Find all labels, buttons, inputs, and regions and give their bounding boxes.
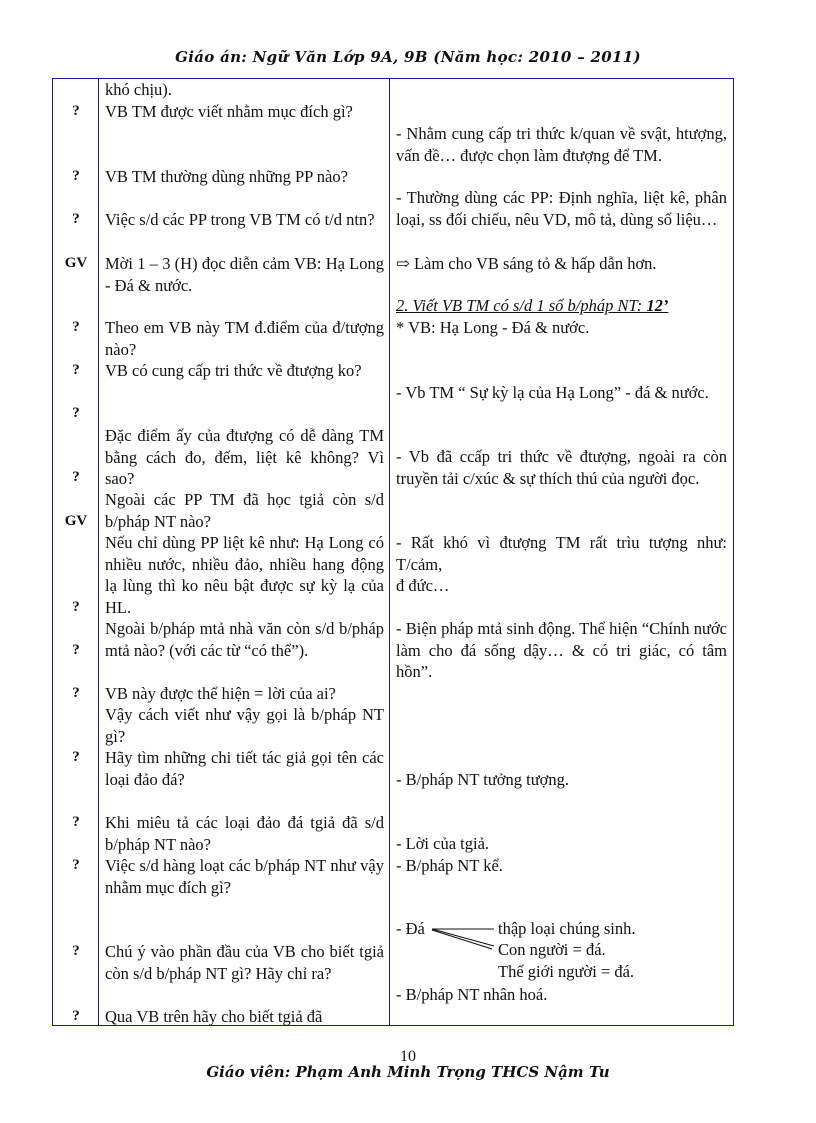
question-mark: ? (72, 685, 80, 701)
answer-text: ⇨ Làm cho VB sáng tỏ & hấp dẫn hơn. (396, 254, 657, 273)
question-mark: ? (72, 211, 80, 227)
answer-text: - B/pháp NT kể. (396, 856, 503, 875)
question-mark: ? (72, 857, 80, 873)
section-heading: 2. Viết VB TM có s/d 1 số b/pháp NT: 12’ (396, 296, 669, 315)
question-mark: ? (72, 168, 80, 184)
column-divider-1 (98, 78, 99, 1026)
answer-text: - Thường dùng các PP: Định nghĩa, liệt kê, phân loại, ss đối chiếu, nêu VD, mô tả, dùng số liệu… (396, 188, 727, 229)
answer-text: - Rất khó vì đtượng TM rất trìu tượng như: T/cảm, (396, 533, 727, 574)
question-mark: ? (72, 943, 80, 959)
question-mark: ? (72, 405, 80, 421)
answer-text: - B/pháp NT tưởng tượng. (396, 770, 569, 789)
question-text: khó chịu). (105, 80, 172, 99)
da-branch-label: Thế giới người = đá. (498, 962, 635, 981)
answer-text: * VB: Hạ Long - Đá & nước. (396, 318, 590, 337)
question-mark: ? (72, 814, 80, 830)
question-text: Khi miêu tả các loại đảo đá tgiả đã s/d b/pháp NT nào? (105, 813, 384, 854)
question-text: Việc s/d các PP trong VB TM có t/d ntn? (105, 210, 375, 229)
answer-text: - B/pháp NT nhân hoá. (396, 985, 548, 1004)
question-mark: ? (72, 642, 80, 658)
teacher-mark: GV (64, 255, 88, 271)
question-text: Ngoài b/pháp mtả nhà văn còn s/d b/pháp mtả nào? (với các từ “có thể”). (105, 619, 384, 660)
question-text: Chú ý vào phần đầu của VB cho biết tgiả còn s/d b/pháp NT gì? Hãy chỉ ra? (105, 942, 384, 983)
answer-text: - Vb TM “ Sự kỳ lạ của Hạ Long” - đá & nước. (396, 383, 709, 402)
da-branch-diagram (396, 918, 727, 988)
question-text: Ngoài các PP TM đã học tgiả còn s/d b/pháp NT nào? (105, 490, 384, 531)
question-mark: ? (72, 749, 80, 765)
question-text: Đặc điểm ấy của đtượng có dễ dàng TM bằng cách đo, đếm, liệt kê không? Vì sao? (105, 426, 384, 488)
question-mark: ? (72, 362, 80, 378)
question-text: Vậy cách viết như vậy gọi là b/pháp NT gì? (105, 705, 384, 746)
answer-text: - Biện pháp mtả sinh động. Thể hiện “Chính nước làm cho đá sống dậy… & có tri giác, có tâm hồn”. (396, 619, 727, 681)
question-mark: ? (72, 103, 80, 119)
question-text: Việc s/d hàng loạt các b/pháp NT như vậy nhằm mục đích gì? (105, 856, 384, 897)
question-text: Hãy tìm những chi tiết tác giả gọi tên các loại đảo đá? (105, 748, 384, 789)
da-root-label: - Đá (396, 919, 425, 938)
question-text: VB có cung cấp tri thức về đtượng ko? (105, 361, 362, 380)
page-header: Giáo án: Ngữ Văn Lớp 9A, 9B (Năm học: 2010 – 2011) (175, 48, 641, 66)
answer-text: - Lời của tgiả. (396, 834, 490, 853)
column-divider-2 (389, 78, 390, 1026)
question-text: Nếu chỉ dùng PP liệt kê như: Hạ Long có nhiều nước, nhiều đảo, nhiều hang động lạ lùng thì ko nêu bật được sự kỳ lạ của HL. (105, 533, 384, 617)
question-text: VB TM được viết nhằm mục đích gì? (105, 102, 353, 121)
answer-text: - Nhằm cung cấp tri thức k/quan về svật, htượng, vấn đề… được chọn làm đtượng để TM. (396, 124, 727, 165)
question-text: Mời 1 – 3 (H) đọc diễn cảm VB: Hạ Long - Đá & nước. (105, 254, 384, 295)
question-mark: ? (72, 319, 80, 335)
question-text: VB này được thể hiện = lời của ai? (105, 684, 336, 703)
page-footer: Giáo viên: Phạm Anh Minh Trọng THCS Nậm Tu (206, 1063, 610, 1081)
question-mark: ? (72, 469, 80, 485)
answer-text: - Vb đã ccấp tri thức về đtượng, ngoài ra còn truyền tải c/xúc & sự thích thú của người đọc. (396, 447, 727, 488)
question-text: VB TM thường dùng những PP nào? (105, 167, 348, 186)
da-branch-label: Con người = đá. (498, 940, 606, 959)
question-text: Qua VB trên hãy cho biết tgiả đã (105, 1007, 323, 1026)
question-mark: ? (72, 1008, 80, 1024)
da-branch-label: thập loại chúng sinh. (498, 919, 636, 938)
question-mark: ? (72, 599, 80, 615)
teacher-mark: GV (64, 513, 88, 529)
page-number: 10 (400, 1048, 416, 1065)
answer-text: đ đức… (396, 576, 450, 595)
question-text: Theo em VB này TM đ.điểm của đ/tượng nào? (105, 318, 384, 359)
